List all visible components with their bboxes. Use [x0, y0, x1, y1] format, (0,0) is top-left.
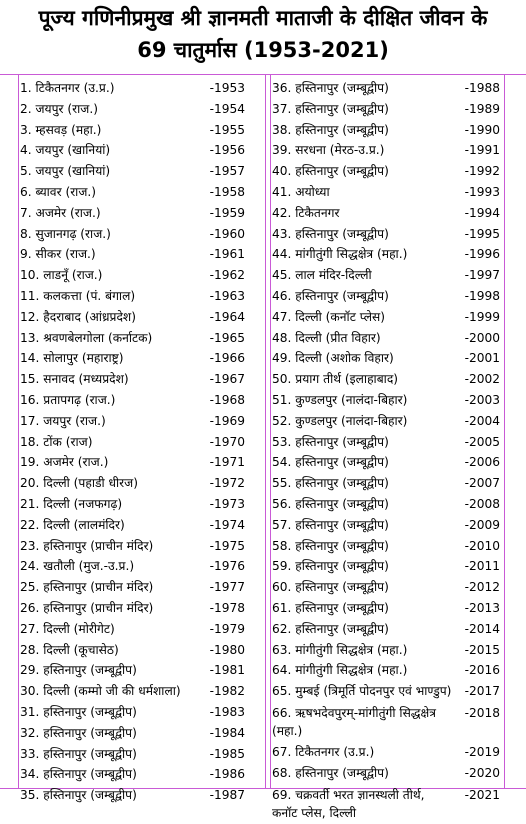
year-label: -2012: [464, 580, 500, 595]
place-name: 41. अयोध्या: [272, 184, 330, 199]
guide-line-top: [0, 74, 526, 75]
place-name: 17. जयपुर (राज.): [20, 413, 106, 428]
place-name: 62. हस्तिनापुर (जम्बूद्वीप): [272, 621, 389, 636]
year-label: -1986: [209, 767, 245, 782]
place-name: 6. ब्यावर (राज.): [20, 184, 97, 199]
title-line-1: पूज्य गणिनीप्रमुख श्री ज्ञानमती माताजी के दीक्षित जीवन के: [38, 6, 488, 30]
left-column-list: [20, 78, 245, 806]
year-label: -2002: [464, 372, 500, 387]
list-item: [272, 224, 500, 245]
place-name: 51. कुण्डलपुर (नालंदा-बिहार): [272, 392, 408, 407]
place-name: 12. हैदराबाद (आंध्रप्रदेश): [20, 309, 136, 324]
year-label: -2021: [464, 787, 500, 802]
place-name: 31. हस्तिनापुर (जम्बूद्वीप): [20, 704, 137, 719]
year-label: -2011: [464, 559, 500, 574]
year-label: -1958: [209, 184, 245, 199]
list-item: [20, 78, 245, 99]
place-name: 55. हस्तिनापुर (जम्बूद्वीप): [272, 476, 389, 491]
place-name: 40. हस्तिनापुर (जम्बूद्वीप): [272, 164, 389, 179]
year-label: -2010: [464, 538, 500, 553]
place-name: 35. हस्तिनापुर (जम्बूद्वीप): [20, 788, 137, 803]
list-item: [272, 99, 500, 120]
list-item: [20, 328, 245, 349]
year-label: -2005: [464, 434, 500, 449]
year-label: -2008: [464, 496, 500, 511]
place-name: 10. लाडनूँ (राज.): [20, 268, 103, 283]
place-name: 37. हस्तिनापुर (जम्बूद्वीप): [272, 101, 389, 116]
place-name: 1. टिकैतनगर (उ.प्र.): [20, 81, 115, 95]
list-item: [20, 556, 245, 577]
year-label: -1978: [209, 600, 245, 615]
year-label: -1972: [209, 476, 245, 491]
place-name: 66. ऋषभदेवपुरम्-मांगीतुंगी सिद्धक्षेत्र (महा.): [272, 705, 437, 738]
year-label: -1989: [464, 101, 500, 116]
guide-line-right: [504, 74, 505, 789]
list-item: [272, 452, 500, 473]
place-name: 42. टिकैतनगर: [272, 205, 340, 220]
list-item: [272, 577, 500, 598]
year-label: -1964: [209, 309, 245, 324]
place-name: 34. हस्तिनापुर (जम्बूद्वीप): [20, 767, 137, 782]
list-item: [272, 265, 500, 286]
list-item: [272, 640, 500, 661]
list-item: [20, 432, 245, 453]
list-item: [20, 182, 245, 203]
year-label: -1970: [209, 434, 245, 449]
place-name: 27. दिल्ली (मोरीगेट): [20, 621, 115, 636]
list-item: [272, 203, 500, 224]
guide-line-center-a: [265, 74, 266, 789]
year-label: -2018: [464, 705, 500, 720]
list-item: [20, 681, 245, 702]
place-name: 32. हस्तिनापुर (जम्बूद्वीप): [20, 725, 137, 740]
year-label: -1983: [209, 704, 245, 719]
place-name: 48. दिल्ली (प्रीत विहार): [272, 330, 381, 345]
list-item: [20, 265, 245, 286]
year-label: -1987: [209, 788, 245, 803]
place-name: 56. हस्तिनापुर (जम्बूद्वीप): [272, 496, 389, 511]
list-item: [272, 140, 500, 161]
place-name: 60. हस्तिनापुर (जम्बूद्वीप): [272, 580, 389, 595]
list-item: [20, 452, 245, 473]
place-name: 16. प्रतापगढ़ (राज.): [20, 392, 116, 407]
list-item: [272, 742, 500, 763]
list-item: [272, 182, 500, 203]
year-label: -2007: [464, 476, 500, 491]
list-item: [20, 203, 245, 224]
place-name: 20. दिल्ली (पहाडी धीरज): [20, 476, 138, 491]
list-item: [272, 660, 500, 681]
year-label: -1992: [464, 164, 500, 179]
list-item: [272, 536, 500, 557]
list-item: [20, 640, 245, 661]
list-item: [272, 369, 500, 390]
year-label: -2000: [464, 330, 500, 345]
place-name: 44. मांगीतुंगी सिद्धक्षेत्र (महा.): [272, 247, 408, 262]
list-item: [20, 224, 245, 245]
place-name: 63. मांगीतुंगी सिद्धक्षेत्र (महा.): [272, 642, 408, 657]
place-name: 19. अजमेर (राज.): [20, 455, 109, 470]
year-label: -1967: [209, 372, 245, 387]
place-name: 9. सीकर (राज.): [20, 247, 96, 262]
year-label: -2006: [464, 455, 500, 470]
year-label: -1963: [209, 288, 245, 303]
list-item: [20, 244, 245, 265]
list-item: [272, 244, 500, 265]
list-item: [20, 348, 245, 369]
list-item: [20, 536, 245, 557]
year-label: -1956: [209, 143, 245, 158]
list-item: [20, 660, 245, 681]
year-label: -1998: [464, 288, 500, 303]
place-name: 3. म्हसवड़ (महा.): [20, 122, 102, 137]
title-line-2: 69 चातुर्मास (1953-2021): [137, 38, 389, 62]
place-name: 59. हस्तिनापुर (जम्बूद्वीप): [272, 559, 389, 574]
place-name: 33. हस्तिनापुर (जम्बूद्वीप): [20, 746, 137, 761]
place-name: 65. मुम्बई (त्रिमूर्ति पोदनपुर एवं भाण्डुप): [272, 684, 452, 699]
place-name: 50. प्रयाग तीर्थ (इलाहाबाद): [272, 372, 399, 387]
place-name: 4. जयपुर (खानियां): [20, 143, 111, 158]
year-label: -1991: [464, 143, 500, 158]
list-item: [272, 411, 500, 432]
list-item: [272, 619, 500, 640]
place-name: 36. हस्तिनापुर (जम्बूद्वीप): [272, 81, 389, 95]
list-item: [272, 328, 500, 349]
year-label: -1980: [209, 642, 245, 657]
place-name: 57. हस्तिनापुर (जम्बूद्वीप): [272, 517, 389, 532]
year-label: -1969: [209, 413, 245, 428]
list-item: [272, 515, 500, 536]
list-item: [272, 784, 500, 824]
place-name: 64. मांगीतुंगी सिद्धक्षेत्र (महा.): [272, 663, 408, 678]
year-label: -2004: [464, 413, 500, 428]
place-name: 24. खतौली (मुज.-उ.प्र.): [20, 559, 135, 574]
list-item: [20, 577, 245, 598]
year-label: -2017: [464, 684, 500, 699]
place-name: 8. सुजानगढ़ (राज.): [20, 226, 111, 241]
list-item: [272, 286, 500, 307]
place-name: 11. कलकत्ता (पं. बंगाल): [20, 288, 136, 303]
place-name: 21. दिल्ली (नजफगढ़): [20, 496, 123, 511]
place-name: 13. श्रवणबेलगोला (कर्नाटक): [20, 330, 153, 345]
list-item: [272, 161, 500, 182]
year-label: -1960: [209, 226, 245, 241]
list-item: [20, 140, 245, 161]
list-item: [20, 307, 245, 328]
year-label: -1984: [209, 725, 245, 740]
list-item: [20, 744, 245, 765]
year-label: -2020: [464, 765, 500, 780]
list-item: [272, 681, 500, 702]
place-name: 69. चक्रवर्ती भरत ज्ञानस्थली तीर्थ, कनॉट प्लेस, दिल्ली: [272, 787, 425, 820]
year-label: -1968: [209, 392, 245, 407]
year-label: -1971: [209, 455, 245, 470]
list-item: [20, 515, 245, 536]
place-name: 67. टिकैतनगर (उ.प्र.): [272, 744, 375, 759]
year-label: -1973: [209, 496, 245, 511]
place-name: 45. लाल मंदिर-दिल्ली: [272, 268, 372, 283]
list-item: [272, 556, 500, 577]
year-label: -2015: [464, 642, 500, 657]
year-label: -2016: [464, 663, 500, 678]
guide-line-left: [18, 74, 19, 789]
list-item: [272, 702, 500, 742]
place-name: 7. अजमेर (राज.): [20, 205, 101, 220]
list-item: [20, 120, 245, 141]
year-label: -1988: [464, 81, 500, 95]
year-label: -1985: [209, 746, 245, 761]
list-item: [20, 764, 245, 785]
place-name: 49. दिल्ली (अशोक विहार): [272, 351, 394, 366]
list-item: [272, 473, 500, 494]
place-name: 61. हस्तिनापुर (जम्बूद्वीप): [272, 600, 389, 615]
year-label: -2001: [464, 351, 500, 366]
year-label: -1996: [464, 247, 500, 262]
year-label: -1957: [209, 164, 245, 179]
place-name: 28. दिल्ली (कूचासेठ): [20, 642, 119, 657]
place-name: 18. टोंक (राज): [20, 434, 93, 449]
place-name: 53. हस्तिनापुर (जम्बूद्वीप): [272, 434, 389, 449]
place-name: 14. सोलापुर (महाराष्ट्र): [20, 351, 124, 366]
year-label: -1953: [209, 81, 245, 95]
place-name: 54. हस्तिनापुर (जम्बूद्वीप): [272, 455, 389, 470]
year-label: -1990: [464, 122, 500, 137]
year-label: -1961: [209, 247, 245, 262]
year-label: -1999: [464, 309, 500, 324]
place-name: 15. सनावद (मध्यप्रदेश): [20, 372, 129, 387]
year-label: -1982: [209, 684, 245, 699]
year-label: -1997: [464, 268, 500, 283]
place-name: 38. हस्तिनापुर (जम्बूद्वीप): [272, 122, 389, 137]
year-label: -2009: [464, 517, 500, 532]
place-name: 29. हस्तिनापुर (जम्बूद्वीप): [20, 663, 137, 678]
year-label: -1965: [209, 330, 245, 345]
year-label: -2019: [464, 744, 500, 759]
list-item: [20, 494, 245, 515]
list-item: [272, 494, 500, 515]
place-name: 43. हस्तिनापुर (जम्बूद्वीप): [272, 226, 389, 241]
year-label: -1977: [209, 580, 245, 595]
year-label: -1966: [209, 351, 245, 366]
year-label: -1962: [209, 268, 245, 283]
place-name: 5. जयपुर (खानियां): [20, 164, 111, 179]
year-label: -2014: [464, 621, 500, 636]
list-item: [272, 307, 500, 328]
list-item: [272, 598, 500, 619]
list-item: [272, 120, 500, 141]
list-item: [20, 473, 245, 494]
year-label: -1954: [209, 101, 245, 116]
place-name: 22. दिल्ली (लालमंदिर): [20, 517, 125, 532]
list-item: [20, 369, 245, 390]
year-label: -1974: [209, 517, 245, 532]
place-name: 68. हस्तिनापुर (जम्बूद्वीप): [272, 765, 389, 780]
year-label: -1981: [209, 663, 245, 678]
guide-line-center-b: [270, 74, 271, 789]
place-name: 23. हस्तिनापुर (प्राचीन मंदिर): [20, 538, 154, 553]
list-item: [20, 785, 245, 806]
year-label: -2013: [464, 600, 500, 615]
list-item: [20, 411, 245, 432]
list-item: [20, 286, 245, 307]
year-label: -1979: [209, 621, 245, 636]
place-name: 47. दिल्ली (कनॉट प्लेस): [272, 309, 385, 324]
place-name: 46. हस्तिनापुर (जम्बूद्वीप): [272, 288, 389, 303]
list-item: [272, 348, 500, 369]
year-label: -1975: [209, 538, 245, 553]
right-column-list: [272, 78, 500, 824]
year-label: -1955: [209, 122, 245, 137]
place-name: 39. सरधना (मेरठ-उ.प्र.): [272, 143, 385, 158]
list-item: [272, 390, 500, 411]
list-item: [20, 598, 245, 619]
place-name: 26. हस्तिनापुर (प्राचीन मंदिर): [20, 600, 154, 615]
page-title: [0, 2, 526, 66]
list-item: [20, 702, 245, 723]
place-name: 2. जयपुर (राज.): [20, 101, 98, 116]
list-item: [20, 390, 245, 411]
place-name: 30. दिल्ली (कम्मो जी की धर्मशाला): [20, 684, 181, 699]
year-label: -1995: [464, 226, 500, 241]
year-label: -1959: [209, 205, 245, 220]
place-name: 25. हस्तिनापुर (प्राचीन मंदिर): [20, 580, 154, 595]
year-label: -1976: [209, 559, 245, 574]
year-label: -1994: [464, 205, 500, 220]
place-name: 58. हस्तिनापुर (जम्बूद्वीप): [272, 538, 389, 553]
list-item: [20, 99, 245, 120]
list-item: [20, 161, 245, 182]
place-name: 52. कुण्डलपुर (नालंदा-बिहार): [272, 413, 408, 428]
list-item: [272, 432, 500, 453]
year-label: -1993: [464, 184, 500, 199]
list-item: [20, 723, 245, 744]
year-label: -2003: [464, 392, 500, 407]
list-item: [272, 763, 500, 784]
list-item: [272, 78, 500, 99]
list-item: [20, 619, 245, 640]
